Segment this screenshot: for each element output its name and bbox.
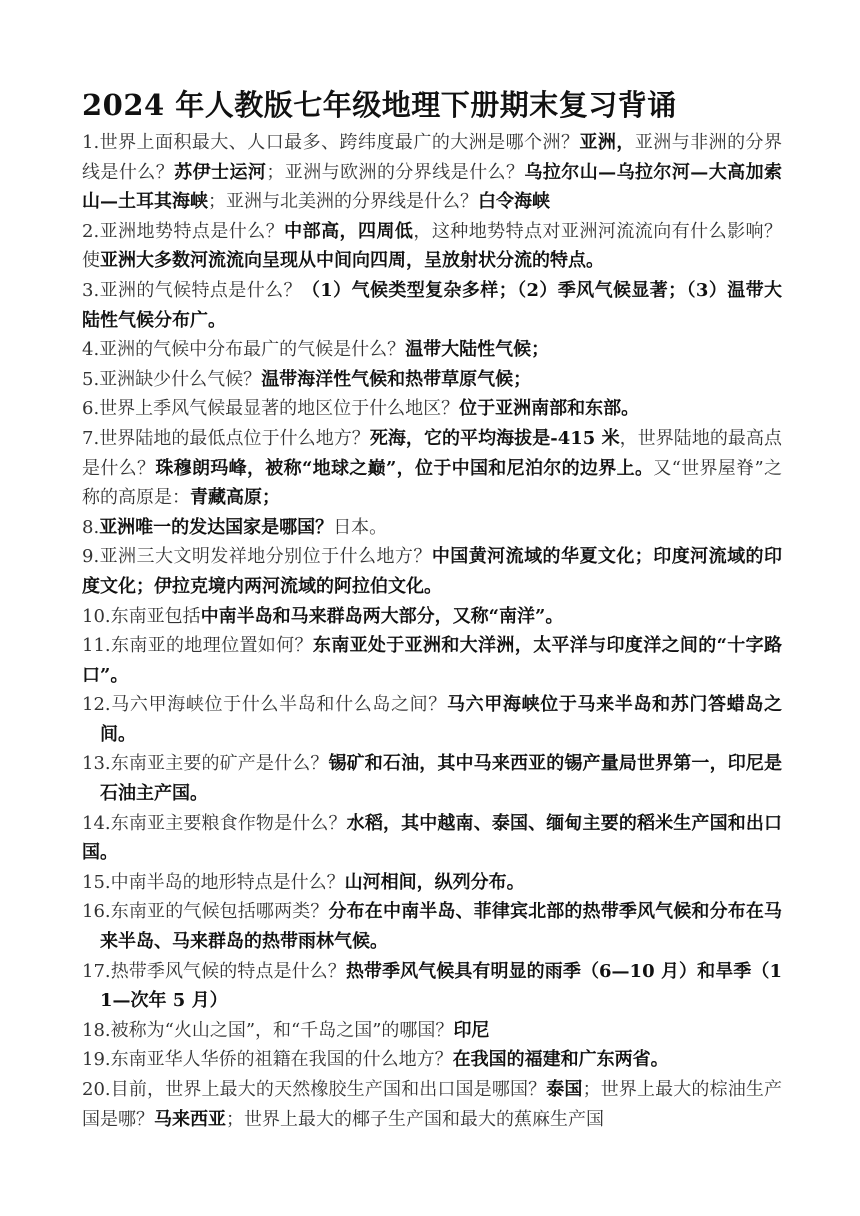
question-item: [82, 1016, 782, 1046]
answer-text: 印尼: [453, 1019, 490, 1041]
question-text: 亚洲与非洲的分界线是什么？: [82, 132, 783, 183]
answer-text: 东南亚处于亚洲和大洋洲，太平洋与印度洋之间的“十字路口”。: [82, 635, 783, 686]
question-text: 7.世界陆地的最低点位于什么地方？: [82, 427, 370, 449]
question-text: 1.世界上面积最大、人口最多、跨纬度最广的大洲是哪个洲？: [82, 132, 580, 153]
answer-text: 分布在中南半岛、菲律宾北部的热带季风气候和分布在马来半岛、马来群岛的热带雨林气候。: [100, 901, 782, 953]
answer-text: 亚洲大多数河流流向呈现从中间向四周，呈放射状分流的特点。: [100, 250, 604, 272]
answer-text: 青藏高原；: [190, 487, 280, 509]
question-text: 5.亚洲缺少什么气候？: [82, 368, 262, 390]
document-page: [82, 84, 782, 1134]
question-item: [82, 128, 782, 217]
question-text: 20.目前，世界上最大的天然橡胶生产国和出口国是哪国？: [82, 1079, 547, 1100]
answer-text: 白令海峡: [478, 191, 550, 213]
answer-text: 温带海洋性气候和热带草原气候；: [261, 368, 532, 390]
question-item: [82, 602, 782, 632]
answer-text: 水稻，其中越南、泰国、缅甸主要的稻米生产国和出口国。: [82, 812, 783, 864]
question-item: [82, 868, 782, 898]
question-item: [82, 690, 782, 749]
question-text: ；亚洲与北美洲的分界线是什么？: [208, 191, 478, 213]
question-text: ；世界上最大的椰子生产国和最大的蕉麻生产国: [226, 1108, 604, 1130]
question-text: ；世界上最大的棕油生产国是哪？: [82, 1079, 783, 1130]
question-text: 3.亚洲的气候特点是什么？: [82, 279, 302, 301]
question-item: [82, 424, 782, 513]
answer-text: 苏伊士运河: [174, 161, 267, 183]
answer-text: 中部高，四周低: [284, 220, 414, 242]
question-text: 9.亚洲三大文明发祥地分别位于什么地方？: [82, 546, 432, 568]
answer-text: 死海，它的平均海拔是-415 米: [369, 427, 620, 449]
question-text: 6.世界上季风气候最显著的地区位于什么地区？: [82, 398, 460, 420]
question-item: [82, 276, 782, 335]
question-item: [82, 957, 782, 1016]
question-item: [82, 335, 782, 365]
answer-text: 泰国: [546, 1079, 583, 1100]
question-list: [82, 128, 782, 1134]
question-item: [82, 631, 782, 690]
question-text: ；亚洲与欧洲的分界线是什么？: [266, 161, 525, 183]
question-item: [82, 1075, 782, 1134]
question-text: 10.东南亚包括: [82, 605, 201, 627]
answer-text: 温带大陆性气候；: [405, 339, 550, 361]
answer-text: 马来西亚: [154, 1108, 226, 1130]
question-item: [82, 365, 782, 395]
question-text: 8.: [82, 516, 100, 538]
question-text: 17.热带季风气候的特点是什么？: [82, 960, 346, 982]
answer-text: 马六甲海峡位于马来半岛和苏门答蜡岛之间。: [100, 694, 783, 745]
answer-text: 热带季风气候具有明显的雨季（6—10 月）和旱季（11—次年 5 月）: [100, 960, 782, 1012]
answer-text: 乌拉尔山—乌拉尔河—大高加索山—土耳其海峡: [82, 161, 783, 213]
answer-text: 珠穆朗玛峰，被称“地球之巅”，位于中国和尼泊尔的边界上。: [155, 457, 654, 479]
answer-text: 锡矿和石油，其中马来西亚的锡产量局世界第一，印尼是石油主产国。: [100, 753, 782, 805]
question-item: [82, 513, 782, 543]
answer-text: 亚洲，: [579, 132, 635, 153]
question-item: [82, 1045, 782, 1075]
question-text: 又“世界屋脊”之称的高原是：: [82, 457, 782, 509]
question-text: 日本。: [333, 516, 388, 538]
question-item: [82, 394, 782, 424]
question-text: 18.被称为“火山之国”，和“千岛之国”的哪国？: [82, 1019, 454, 1041]
question-text: ，这种地势特点对亚洲河流流向有什么影响？使: [82, 220, 782, 272]
question-item: [82, 897, 782, 956]
answer-text: 中南半岛和马来群岛两大部分，又称“南洋”。: [200, 605, 564, 627]
answer-text: 中国黄河流域的华夏文化；印度河流域的印度文化；伊拉克境内两河流域的阿拉伯文化。: [82, 546, 782, 597]
answer-text: 位于亚洲南部和东部。: [459, 398, 640, 420]
question-text: 13.东南亚主要的矿产是什么？: [82, 753, 329, 775]
question-item: [82, 542, 782, 601]
question-text: 11.东南亚的地理位置如何？: [82, 635, 313, 657]
answer-text: 在我国的福建和广东两省。: [452, 1049, 669, 1071]
question-item: [82, 217, 782, 276]
question-text: 4.亚洲的气候中分布最广的气候是什么？: [82, 339, 406, 361]
question-text: 14.东南亚主要粮食作物是什么？: [82, 812, 347, 834]
question-item: [82, 749, 782, 808]
question-item: [82, 809, 782, 868]
question-text: 15.中南半岛的地形特点是什么？: [82, 871, 345, 893]
answer-text: （1）气候类型复杂多样；（2）季风气候显著；（3）温带大陆性气候分布广。: [82, 279, 782, 331]
answer-text: 山河相间，纵列分布。: [344, 871, 525, 893]
question-text: 16.东南亚的气候包括哪两类？: [82, 901, 329, 923]
question-text: 19.东南亚华人华侨的祖籍在我国的什么地方？: [82, 1049, 453, 1071]
answer-text: 亚洲唯一的发达国家是哪国？: [99, 516, 334, 538]
document-title: 2024 年人教版七年级地理下册期末复习背诵: [82, 88, 677, 122]
question-text: 12.马六甲海峡位于什么半岛和什么岛之间？: [82, 694, 447, 716]
question-text: ，世界陆地的最高点是什么？: [82, 427, 782, 479]
question-text: 2.亚洲地势特点是什么？: [82, 220, 285, 242]
